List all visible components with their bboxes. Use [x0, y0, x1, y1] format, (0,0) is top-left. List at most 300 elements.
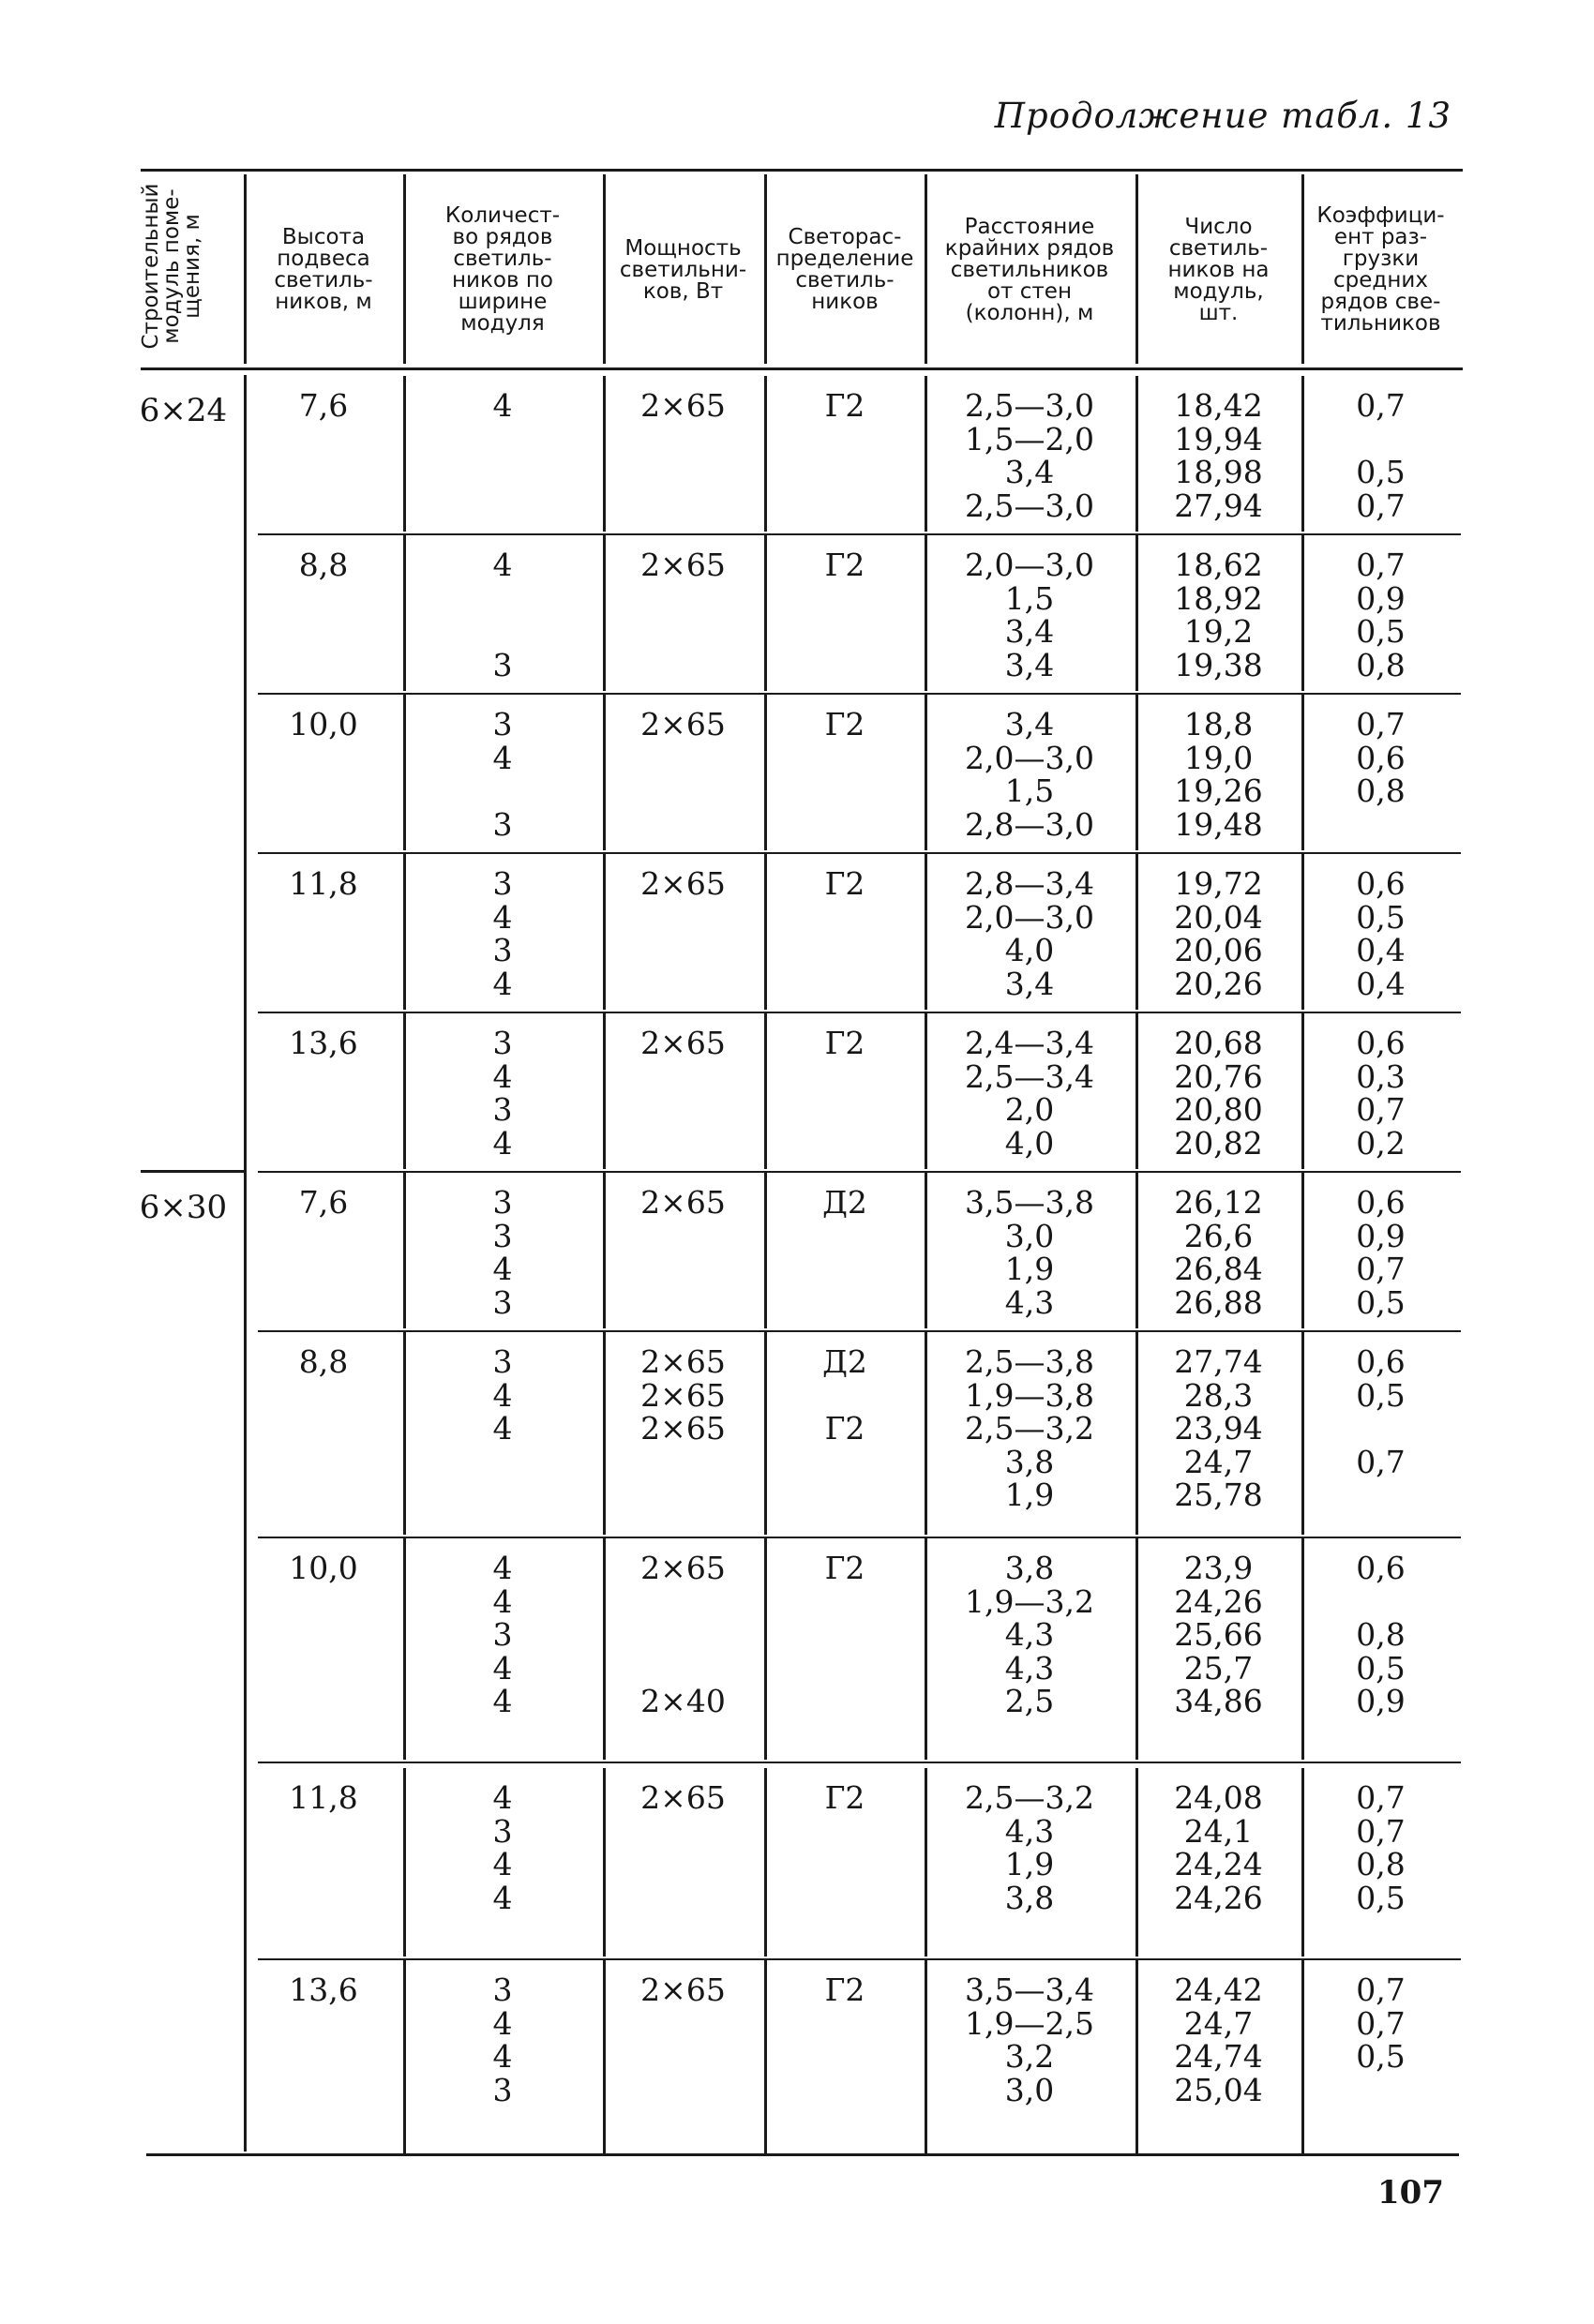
module-column-rule [244, 375, 247, 2152]
coef-cell [1303, 1781, 1458, 1914]
cell-line: 2×40 [640, 1683, 726, 1719]
header-line: средних [1333, 268, 1428, 292]
cell-line [405, 456, 600, 489]
cell-line: 2,5—3,2 [965, 1779, 1094, 1816]
group-separator [258, 1171, 1461, 1173]
cell-line [605, 582, 761, 616]
cell-line: 24,7 [1183, 1443, 1254, 1480]
distribution-cell [767, 1027, 923, 1160]
cell-line: 0,5 [1356, 454, 1406, 490]
header-text [619, 235, 747, 304]
header-text [944, 214, 1115, 325]
cell-line: 3 [492, 1091, 513, 1128]
module-label: 6×24 [139, 392, 228, 429]
header-line: щения, м [180, 214, 204, 319]
cell-line [605, 423, 761, 457]
power-cell [605, 867, 761, 1000]
cell-line: 24,26 [1174, 1582, 1263, 1620]
cell-line: 2×65 [640, 1550, 726, 1586]
cell-line [605, 489, 761, 523]
cell-line [767, 774, 923, 808]
cell-line: 4 [492, 1779, 513, 1816]
cell-line [405, 489, 600, 523]
distribution-cell [767, 1345, 923, 1512]
header-line: подвеса [277, 247, 370, 271]
cell-line: 18,92 [1174, 579, 1263, 617]
distance-cell [926, 548, 1133, 682]
rows-count-cell [405, 548, 600, 682]
cell-line: 3,8 [1004, 1443, 1055, 1480]
cell-line [605, 1093, 761, 1127]
cell-line: 25,66 [1174, 1616, 1263, 1653]
cell-line [605, 1848, 761, 1882]
cell-line: 0,5 [1356, 1283, 1406, 1321]
cell-line: 3 [492, 1025, 513, 1061]
cell-line: 18,62 [1174, 547, 1263, 583]
distribution-cell [767, 1781, 923, 1914]
cell-line: 28,3 [1183, 1376, 1254, 1414]
cell-line: 10,0 [289, 706, 358, 742]
cell-line: 1,9 [1004, 1477, 1055, 1513]
header-line: Светорас- [788, 225, 902, 249]
header-text [445, 205, 560, 335]
cell-line: 3 [492, 1343, 513, 1380]
cell-line: 0,5 [1356, 2038, 1406, 2075]
header-line: крайних рядов [944, 235, 1115, 261]
cell-line: Г2 [824, 1025, 865, 1061]
cell-line: 24,24 [1174, 1846, 1263, 1882]
cell-line [605, 808, 761, 842]
cell-line: 3 [492, 2071, 513, 2108]
cell-line: 13,6 [289, 1972, 358, 2008]
cell-line [405, 423, 600, 457]
cell-line [605, 901, 761, 935]
header-text [1316, 205, 1444, 335]
cell-line: 0,6 [1356, 1025, 1406, 1061]
table-top-rule [141, 169, 1463, 172]
cell-line: Г2 [824, 1410, 865, 1447]
cell-line [605, 1286, 761, 1320]
cell-line: 3,4 [1004, 965, 1055, 1002]
header-line: ков, Вт [642, 278, 724, 304]
cell-line [767, 489, 923, 523]
coef-cell [1303, 389, 1458, 522]
cell-line: 26,88 [1174, 1283, 1263, 1321]
cell-line [767, 1848, 923, 1882]
group-separator [258, 1762, 1461, 1763]
cell-line: 3,4 [1004, 646, 1055, 683]
cell-line: 7,6 [298, 1184, 349, 1221]
group-separator [258, 1330, 1461, 1332]
cell-line: 4,3 [1004, 1812, 1055, 1850]
cell-line: 23,9 [1183, 1550, 1254, 1586]
rows-count-cell [405, 1552, 600, 1718]
cell-line: 0,7 [1356, 1812, 1406, 1850]
cell-line [767, 742, 923, 775]
table-bottom-rule [146, 2153, 1459, 2156]
cell-line [1303, 1412, 1458, 1446]
cell-line [767, 1060, 923, 1094]
header-line: модуль поме- [159, 188, 184, 344]
cell-line: 0,7 [1356, 1443, 1406, 1480]
coef-header [1307, 174, 1454, 366]
header-column-rule [1135, 174, 1138, 364]
page-number: 107 [1377, 2174, 1444, 2212]
cell-line: 0,5 [1356, 898, 1406, 936]
cell-line: 0,8 [1356, 1616, 1406, 1653]
cell-line: 18,98 [1174, 454, 1263, 490]
cell-line: 0,6 [1356, 1184, 1406, 1221]
cell-line [767, 1685, 923, 1718]
power-cell [605, 389, 761, 522]
rows-count-header [409, 174, 596, 366]
height-cell [246, 708, 401, 742]
cell-line: 0,7 [1356, 387, 1406, 424]
distribution-cell [767, 708, 923, 841]
cell-line: 2×65 [640, 1376, 726, 1414]
cell-line: 0,4 [1356, 932, 1406, 968]
cell-line: 20,26 [1174, 965, 1263, 1002]
header-line: модуль, [1173, 278, 1264, 304]
table-caption: Продолжение табл. 13 [994, 96, 1451, 136]
cell-line: 4 [492, 1550, 513, 1586]
cell-line: 2,0—3,0 [965, 898, 1094, 936]
cell-line: 19,38 [1174, 646, 1263, 683]
cell-line: 18,42 [1174, 387, 1263, 424]
cell-line: 0,9 [1356, 579, 1406, 617]
cell-line: 23,94 [1174, 1410, 1263, 1447]
cell-line: 2,4—3,4 [965, 1025, 1094, 1061]
cell-line [767, 423, 923, 457]
cell-line: 20,06 [1174, 932, 1263, 968]
cell-line: 2,8—3,0 [965, 805, 1094, 843]
count-header [1142, 174, 1295, 366]
cell-line [605, 1585, 761, 1619]
cell-line: 24,42 [1174, 1972, 1263, 2008]
distribution-cell [767, 1973, 923, 2107]
height-cell [246, 1552, 401, 1585]
coef-cell [1303, 1345, 1458, 1512]
cell-line: 4 [492, 1683, 513, 1719]
header-line: рядов све- [1320, 290, 1441, 314]
cell-line: Д2 [822, 1184, 867, 1221]
cell-line: 0,8 [1356, 1846, 1406, 1882]
coef-cell [1303, 548, 1458, 682]
power-cell [605, 708, 761, 841]
cell-line: 0,8 [1356, 646, 1406, 683]
cell-line: 4 [492, 547, 513, 583]
cell-line: 8,8 [298, 547, 349, 583]
module-header [141, 172, 203, 360]
cell-line [605, 1618, 761, 1652]
distance-cell [926, 1552, 1133, 1718]
coef-cell [1303, 1186, 1458, 1319]
cell-line: 4 [492, 1879, 513, 1916]
cell-line: 8,8 [298, 1343, 349, 1380]
count-cell [1138, 548, 1299, 682]
count-cell [1138, 1781, 1299, 1914]
cell-line [767, 1618, 923, 1652]
cell-line: 18,8 [1183, 706, 1254, 742]
cell-line [767, 934, 923, 967]
cell-line: 34,86 [1174, 1683, 1263, 1719]
cell-line: 3,5—3,8 [965, 1184, 1094, 1221]
cell-line: 20,68 [1174, 1025, 1263, 1061]
cell-line [1303, 423, 1458, 457]
cell-line: 24,08 [1174, 1779, 1263, 1816]
rows-count-cell [405, 1781, 600, 1914]
cell-line: 20,80 [1174, 1091, 1263, 1128]
cell-line: 19,2 [1183, 613, 1254, 650]
header-line: пределение [775, 247, 914, 271]
cell-line: 3,5—3,4 [965, 1972, 1094, 2008]
cell-line: 2×65 [640, 1025, 726, 1061]
cell-line: 0,3 [1356, 1057, 1406, 1095]
header-line: ников [811, 290, 879, 314]
cell-line: 4 [492, 1649, 513, 1687]
header-line: светиль- [795, 268, 895, 292]
cell-line [605, 1252, 761, 1286]
cell-line [767, 1585, 923, 1619]
cell-line: 0,6 [1356, 1550, 1406, 1586]
header-line: тильников [1320, 311, 1441, 336]
cell-line: Г2 [824, 865, 865, 902]
cell-line: 4 [492, 1057, 513, 1095]
cell-line: 3,4 [1004, 613, 1055, 650]
cell-line [605, 1882, 761, 1915]
header-column-rule [764, 174, 767, 364]
cell-line: 0,7 [1356, 1251, 1406, 1287]
count-cell [1138, 867, 1299, 1000]
cell-line: 2×65 [640, 1779, 726, 1816]
cell-line: 3 [492, 1283, 513, 1321]
cell-line: 3 [492, 1812, 513, 1850]
group-separator [258, 1537, 1461, 1538]
header-line: светиль- [274, 268, 373, 292]
cell-line [767, 582, 923, 616]
distance-cell [926, 1973, 1133, 2107]
cell-line: 2×65 [640, 1184, 726, 1221]
cell-line [605, 1652, 761, 1686]
cell-line: 4 [492, 1251, 513, 1287]
distance-cell [926, 1027, 1133, 1160]
header-line: светиль- [453, 247, 552, 271]
module-label: 6×30 [139, 1189, 228, 1226]
cell-line: 4,3 [1004, 1649, 1055, 1687]
cell-line: 3 [492, 1616, 513, 1653]
cell-line: Г2 [824, 547, 865, 583]
cell-line [767, 901, 923, 935]
height-cell [246, 1345, 401, 1379]
cell-line: 0,7 [1356, 487, 1406, 524]
cell-line: 1,9 [1004, 1251, 1055, 1287]
cell-line: 3 [492, 706, 513, 742]
cell-line: 3,0 [1004, 1217, 1055, 1254]
cell-line: 0,2 [1356, 1124, 1406, 1162]
cell-line: 4 [492, 2004, 513, 2042]
header-line: модуля [460, 311, 545, 336]
cell-line: 0,6 [1356, 1343, 1406, 1380]
cell-line: 4,0 [1004, 1124, 1055, 1162]
cell-line [767, 1446, 923, 1479]
cell-line: 1,9—2,5 [965, 2004, 1094, 2042]
distance-cell [926, 708, 1133, 841]
coef-cell [1303, 1027, 1458, 1160]
header-text [1167, 214, 1270, 325]
power-header [609, 174, 758, 366]
header-line: Расстояние [964, 214, 1095, 239]
cell-line: 0,7 [1356, 2004, 1406, 2042]
cell-line: 2×65 [640, 547, 726, 583]
cell-line: 4,0 [1004, 932, 1055, 968]
cell-line: 2,5—3,8 [965, 1343, 1094, 1380]
cell-line: 27,74 [1174, 1343, 1263, 1380]
header-line: Количест- [444, 203, 561, 228]
cell-line [767, 808, 923, 842]
cell-line [1303, 1478, 1458, 1512]
cell-line [605, 1060, 761, 1094]
cell-line: 19,94 [1174, 420, 1263, 457]
power-cell [605, 1186, 761, 1319]
height-cell [246, 1973, 401, 2007]
cell-line: 20,82 [1174, 1124, 1263, 1162]
cell-line: 4,3 [1004, 1283, 1055, 1321]
cell-line: 10,0 [289, 1550, 358, 1586]
cell-line: 27,94 [1174, 487, 1263, 524]
cell-line: 4 [492, 387, 513, 424]
cell-line: 0,5 [1356, 1879, 1406, 1916]
rows-count-cell [405, 1973, 600, 2107]
group-separator [258, 533, 1461, 535]
power-cell [605, 548, 761, 682]
cell-line [605, 2040, 761, 2074]
cell-line [405, 582, 600, 616]
cell-line [405, 1446, 600, 1479]
cell-line: 1,5—2,0 [965, 420, 1094, 457]
cell-line [605, 934, 761, 967]
cell-line: 4 [492, 1376, 513, 1414]
cell-line: 3,0 [1004, 2071, 1055, 2108]
cell-line: 3 [492, 805, 513, 843]
cell-line: 0,8 [1356, 772, 1406, 809]
header-column-rule [1301, 174, 1304, 364]
cell-line [605, 1478, 761, 1512]
cell-line: 2×65 [640, 1972, 726, 2008]
cell-line: 20,76 [1174, 1057, 1263, 1095]
cell-line: 0,7 [1356, 547, 1406, 583]
cell-line: 3,8 [1004, 1550, 1055, 1586]
cell-line [405, 1478, 600, 1512]
distance-cell [926, 1345, 1133, 1512]
cell-line: 3,4 [1004, 706, 1055, 742]
power-cell [605, 1027, 761, 1160]
header-column-rule [244, 174, 247, 364]
cell-line: 4,3 [1004, 1616, 1055, 1653]
cell-line: 1,9—3,2 [965, 1582, 1094, 1620]
cell-line [767, 967, 923, 1001]
cell-line: 11,8 [289, 865, 358, 902]
count-cell [1138, 1186, 1299, 1319]
cell-line: Д2 [822, 1343, 867, 1380]
header-line: Мощность [624, 235, 742, 261]
height-cell [246, 548, 401, 582]
cell-line: 4 [492, 1124, 513, 1162]
cell-line [767, 1252, 923, 1286]
power-cell [605, 1345, 761, 1512]
cell-line [605, 1220, 761, 1253]
header-column-rule [403, 174, 406, 364]
group-separator [258, 852, 1461, 854]
distance-cell [926, 1781, 1133, 1914]
cell-line: 0,5 [1356, 1376, 1406, 1414]
cell-line: 4 [492, 2038, 513, 2075]
header-line: шт. [1198, 300, 1239, 325]
rows-count-cell [405, 1027, 600, 1160]
power-cell [605, 1552, 761, 1718]
cell-line: 2×65 [640, 706, 726, 742]
distribution-cell [767, 1186, 923, 1319]
rows-count-cell [405, 389, 600, 522]
header-line: во рядов [452, 225, 553, 249]
cell-line [605, 2007, 761, 2041]
cell-line: 20,04 [1174, 898, 1263, 936]
header-line: Коэффици- [1316, 203, 1445, 228]
cell-line [1303, 808, 1458, 842]
height-cell [246, 1186, 401, 1220]
header-line: ников на [1167, 257, 1270, 282]
cell-line [605, 742, 761, 775]
cell-line: 2,5 [1004, 1683, 1055, 1719]
cell-line [605, 967, 761, 1001]
distance-cell [926, 1186, 1133, 1319]
count-cell [1138, 1552, 1299, 1718]
cell-line: 2,0 [1004, 1091, 1055, 1128]
cell-line [767, 649, 923, 682]
cell-line: 0,6 [1356, 865, 1406, 902]
cell-line: 4 [492, 1582, 513, 1620]
cell-line [767, 2074, 923, 2107]
cell-line: 2,5—3,0 [965, 387, 1094, 424]
header-column-rule [603, 174, 606, 364]
cell-line: 3 [492, 1184, 513, 1221]
header-column-rule [925, 174, 927, 364]
cell-line: 2×65 [640, 1410, 726, 1447]
cell-line [767, 1379, 923, 1413]
header-line: ников по [452, 268, 553, 292]
cell-line: Г2 [824, 1779, 865, 1816]
count-cell [1138, 1027, 1299, 1160]
cell-line [1303, 2074, 1458, 2107]
distribution-cell [767, 548, 923, 682]
cell-line [605, 1446, 761, 1479]
cell-line: 0,6 [1356, 739, 1406, 776]
cell-line: Г2 [824, 387, 865, 424]
header-line: Число [1184, 214, 1253, 239]
cell-line: 26,12 [1174, 1184, 1263, 1221]
cell-line: 0,7 [1356, 1972, 1406, 2008]
cell-line: Г2 [824, 1550, 865, 1586]
count-cell [1138, 708, 1299, 841]
cell-line: 24,7 [1183, 2004, 1254, 2042]
rows-count-cell [405, 1345, 600, 1512]
cell-line: 0,7 [1356, 1779, 1406, 1816]
cell-line [767, 615, 923, 649]
cell-line: 19,48 [1174, 805, 1263, 843]
coef-cell [1303, 867, 1458, 1000]
cell-line: 4 [492, 1410, 513, 1447]
cell-line: 26,84 [1174, 1251, 1263, 1287]
cell-line [605, 1815, 761, 1849]
